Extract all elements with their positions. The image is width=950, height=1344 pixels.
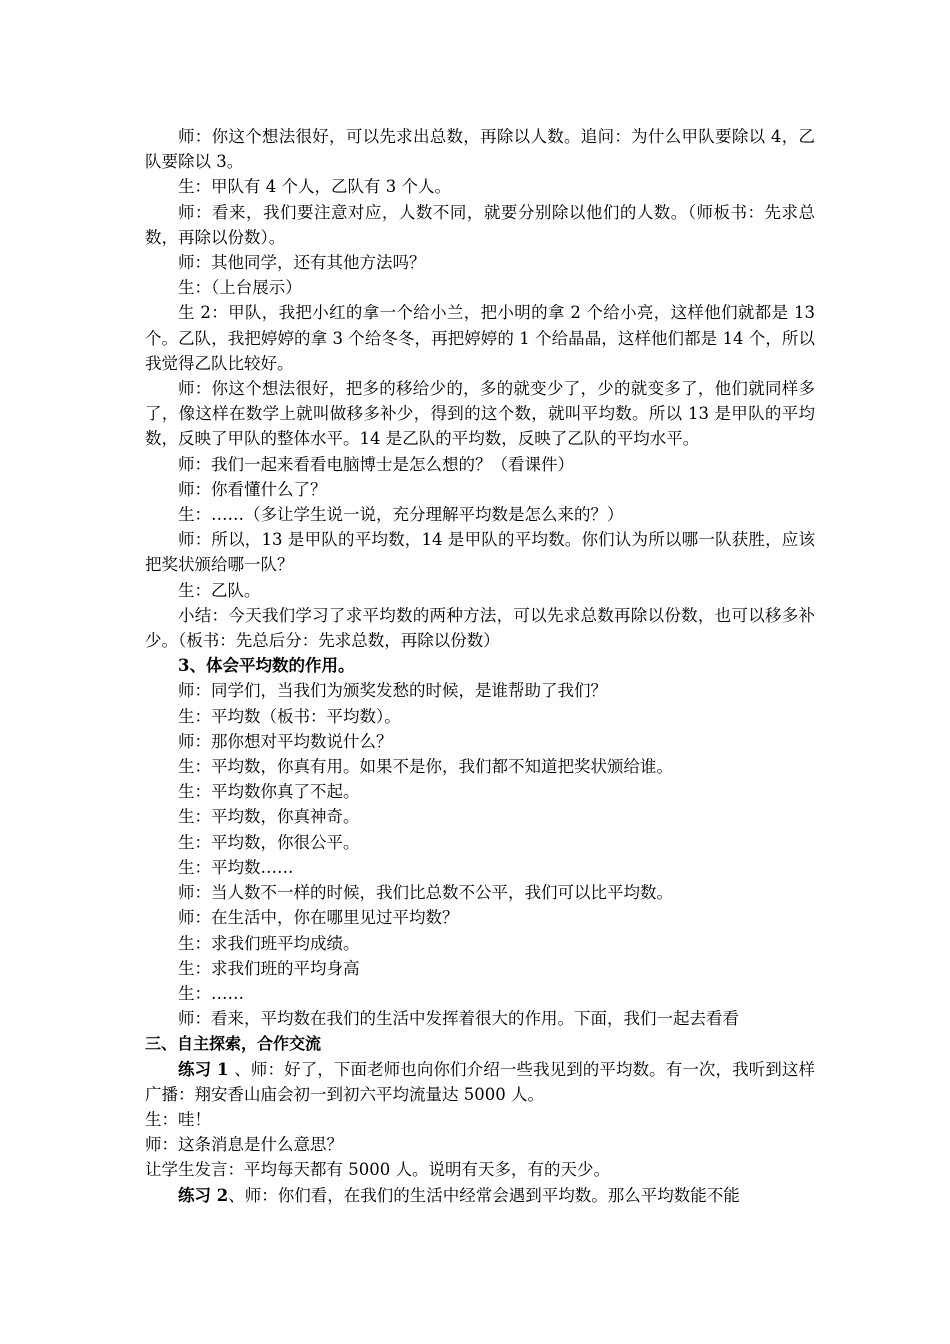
document-page xyxy=(145,124,815,1208)
paragraph: 让学生发言：平均每天都有 5000 人。说明有天多，有的天少。 xyxy=(145,1160,610,1180)
paragraph: 小结：今天我们学习了求平均数的两种方法，可以先求总数再除以份数，也可以移多补少。（板书：先总后分：先求总数，再除以份数） xyxy=(145,605,815,651)
practice-1 xyxy=(145,1057,815,1107)
paragraph: 师：所以，13 是甲队的平均数，14 是甲队的平均数。你们认为所以哪一队获胜，应该把奖状颁给哪一队？ xyxy=(145,530,815,575)
paragraph: 生：哇！ xyxy=(145,1109,211,1129)
practice-1-text: 、师：好了，下面老师也向你们介绍一些我见到的平均数。有一次，我听到这样广播：翔安香山庙会初一到初六平均流量达 5000 人。 xyxy=(145,1059,815,1104)
paragraph: 生：平均数…… xyxy=(178,857,294,877)
paragraph: 师：这条消息是什么意思？ xyxy=(145,1135,343,1155)
paragraph: 生：……（多让学生说一说，充分理解平均数是怎么来的？） xyxy=(178,505,624,525)
practice-2 xyxy=(145,1183,815,1208)
paragraph: 师：你这个想法很好，把多的移给少的，多的就变少了，少的就变多了，他们就同样多了，像这样在数学上就叫做移多补少，得到的这个数，就叫平均数。所以 13 是甲队的平均数，反映了甲队的整体水平。14 是乙队的平均数，反映了乙队的平均水平。 xyxy=(145,379,815,449)
practice-2-label: 练习 2 xyxy=(178,1185,229,1205)
paragraph: 师：看来，我们要注意对应，人数不同，就要分别除以他们的人数。（师板书：先求总数，再除以份数）。 xyxy=(145,202,815,247)
paragraph: 师：当人数不一样的时候，我们比总数不公平，我们可以比平均数。 xyxy=(178,883,673,903)
paragraph: 生 2：甲队，我把小红的拿一个给小兰，把小明的拿 2 个给小亮，这样他们就都是 13 个。乙队，我把婷婷的拿 3 个给冬冬，再把婷婷的 1 个给晶晶，这样他们都是 14 个，所以我觉得乙队比较好。 xyxy=(145,303,815,373)
paragraph: 生：平均数（板书：平均数）。 xyxy=(178,706,401,726)
section-heading: 三、自主探索，合作交流 xyxy=(145,1034,322,1054)
paragraph: 师：你这个想法很好，可以先求出总数，再除以人数。追问：为什么甲队要除以 4，乙队要除以 3。 xyxy=(145,127,815,172)
paragraph: 师：其他同学，还有其他方法吗？ xyxy=(178,253,426,273)
paragraph: 生：平均数你真了不起。 xyxy=(178,782,360,802)
paragraph: 师：同学们，当我们为颁奖发愁的时候，是谁帮助了我们？ xyxy=(178,681,607,701)
paragraph: 生：求我们班的平均身高 xyxy=(178,958,360,978)
paragraph: 生：乙队。 xyxy=(178,580,261,600)
paragraph: 师：我们一起来看看电脑博士是怎么想的？（看课件） xyxy=(178,454,574,474)
paragraph: 生：…… xyxy=(178,983,244,1003)
paragraph: 生：（上台展示） xyxy=(178,278,302,298)
paragraph: 生：求我们班平均成绩。 xyxy=(178,933,360,953)
paragraph: 师：看来，平均数在我们的生活中发挥着很大的作用。下面，我们一起去看看 xyxy=(178,1009,739,1029)
paragraph: 生：平均数，你很公平。 xyxy=(178,832,360,852)
paragraph: 师：你看懂什么了？ xyxy=(178,479,327,499)
practice-1-label: 练习 1 xyxy=(178,1059,235,1079)
paragraph: 师：那你想对平均数说什么？ xyxy=(178,731,393,751)
subheading: 3、体会平均数的作用。 xyxy=(178,656,355,676)
practice-2-text: 、师：你们看，在我们的生活中经常会遇到平均数。那么平均数能不能 xyxy=(228,1185,740,1205)
paragraph: 生：平均数，你真有用。如果不是你，我们都不知道把奖状颁给谁。 xyxy=(178,757,673,777)
paragraph: 生：平均数，你真神奇。 xyxy=(178,807,360,827)
paragraph: 生：甲队有 4 个人，乙队有 3 个人。 xyxy=(178,177,451,197)
paragraph: 师：在生活中，你在哪里见过平均数？ xyxy=(178,908,459,928)
